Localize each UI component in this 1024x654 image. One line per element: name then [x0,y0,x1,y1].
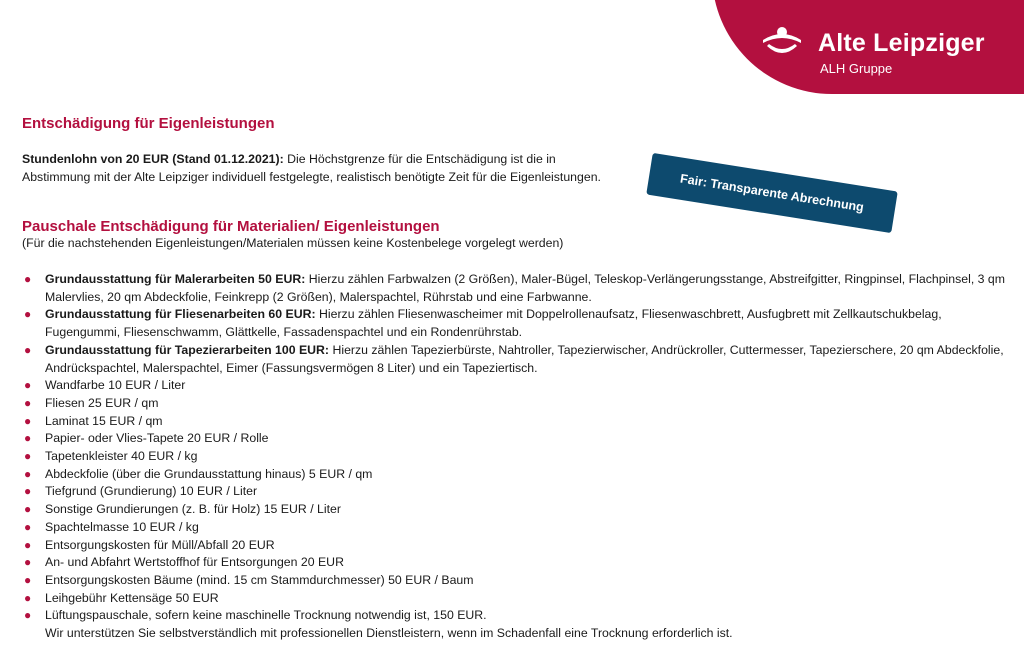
list-item [22,342,1012,377]
list-item [22,483,1012,501]
list-item [22,306,1012,341]
bullet-icon: ● [24,555,32,570]
list-item-text: Tapetenkleister 40 EUR / kg [45,449,198,464]
list-item [22,519,1012,537]
compensation-list [22,271,1012,643]
list-item-text: Hierzu zählen Fliesenwascheimer mit Doppelrollenaufsatz, Fliesenwaschbrett, Ausfugbrett mit Zellkautschukbelag, Fugengummi, Fliesenschwamm, Glättkelle, Fassadenspachtel und ein Rondenrührstab. [45,307,942,340]
section2-heading: Pauschale Entschädigung für Materialien/ Eigenleistungen [22,218,440,235]
list-item-text: Entsorgungskosten Bäume (mind. 15 cm Stammdurchmesser) 50 EUR / Baum [45,572,474,587]
section2-note: (Für die nachstehenden Eigenleistungen/Materialen müssen keine Kostenbelege vorgelegt werden) [22,236,564,250]
list-item-lead: Grundausstattung für Tapezierarbeiten 100 EUR: [45,342,330,357]
bullet-icon: ● [24,395,32,410]
list-item [22,430,1012,448]
list-item [22,395,1012,413]
list-item [22,271,1012,306]
list-item-text: Tiefgrund (Grundierung) 10 EUR / Liter [45,484,258,499]
bullet-icon: ● [24,502,32,517]
list-item [22,572,1012,590]
list-item-lead: Grundausstattung für Malerarbeiten 50 EUR: [45,272,306,286]
bullet-icon: ● [24,537,32,552]
list-item-text: Wandfarbe 10 EUR / Liter [45,378,186,393]
list-item [22,554,1012,572]
list-item-text: An- und Abfahrt Wertstoffhof für Entsorgungen 20 EUR [45,555,344,570]
list-item [22,448,1012,466]
bullet-icon: ● [24,449,32,464]
section1-paragraph [22,150,612,186]
list-item-text: Leihgebühr Kettensäge 50 EUR [45,590,219,605]
brand-logo-icon [762,26,802,60]
list-item [22,537,1012,555]
list-item [22,377,1012,395]
list-item-text: Laminat 15 EUR / qm [45,413,163,428]
list-item [22,466,1012,484]
brand-name: Alte Leipziger [818,29,985,57]
brand-group: ALH Gruppe [820,61,893,76]
list-item-text: Hierzu zählen Farbwalzen (2 Größen), Maler-Bügel, Teleskop-Verlängerungsstange, Abstreifgitter, Ringpinsel, Flachpinsel, 3 qm Malervlies, 20 qm Abdeckfolie, Feinkrepp (2 Größen), Malerspachtel, Rührstab und eine Farbwanne. [45,272,1006,304]
list-item-text: Entsorgungskosten für Müll/Abfall 20 EUR [45,537,275,552]
fair-badge-label: Fair: Transparente Abrechnung [679,171,865,215]
bullet-icon: ● [24,466,32,481]
list-item-text: Papier- oder Vlies-Tapete 20 EUR / Rolle [45,431,269,446]
bullet-icon: ● [24,342,32,357]
fair-badge [646,153,898,233]
list-item [22,590,1012,608]
list-item-text: Hierzu zählen Tapezierbürste, Nahtroller, Tapezierwischer, Andrückroller, Cuttermesser, Tapezierschere, 20 qm Abdeckfolie, Andrückspachtel, Malerspachtel, Eimer (Fassungsvermögen 8 Liter) und ein Tapeziertisch. [45,342,1004,375]
bullet-icon: ● [24,307,32,322]
list-item-text: Spachtelmasse 10 EUR / kg [45,519,199,534]
list-item-text: Sonstige Grundierungen (z. B. für Holz) 15 EUR / Liter [45,502,341,517]
bullet-icon: ● [24,484,32,499]
bullet-icon: ● [24,572,32,587]
bullet-icon: ● [24,413,32,428]
bullet-icon: ● [24,519,32,534]
closing-note: Wir unterstützen Sie selbstverständlich mit professionellen Dienstleistern, wenn im Schadenfall eine Trocknung erforderlich ist. [45,626,733,641]
list-item-text: Lüftungspauschale, sofern keine maschinelle Trocknung notwendig ist, 150 EUR. [45,608,487,623]
section1-heading: Entschädigung für Eigenleistungen [22,115,275,132]
section1-lead: Stundenlohn von 20 EUR (Stand 01.12.2021): [22,152,284,166]
bullet-icon: ● [24,378,32,393]
bullet-icon: ● [24,608,32,623]
list-item [22,413,1012,431]
list-item-text: Abdeckfolie (über die Grundausstattung hinaus) 5 EUR / qm [45,466,373,481]
bullet-icon: ● [24,272,32,286]
list-item [22,501,1012,519]
list-item-lead: Grundausstattung für Fliesenarbeiten 60 EUR: [45,307,316,322]
bullet-icon: ● [24,590,32,605]
list-item-text: Fliesen 25 EUR / qm [45,395,159,410]
list-item [22,607,1012,642]
bullet-icon: ● [24,431,32,446]
section1-text: Die Höchstgrenze für die Entschädigung ist die in Abstimmung mit der Alte Leipziger individuell festgelegte, realistisch benötigte Zeit für die Eigenleistungen. [22,152,601,184]
